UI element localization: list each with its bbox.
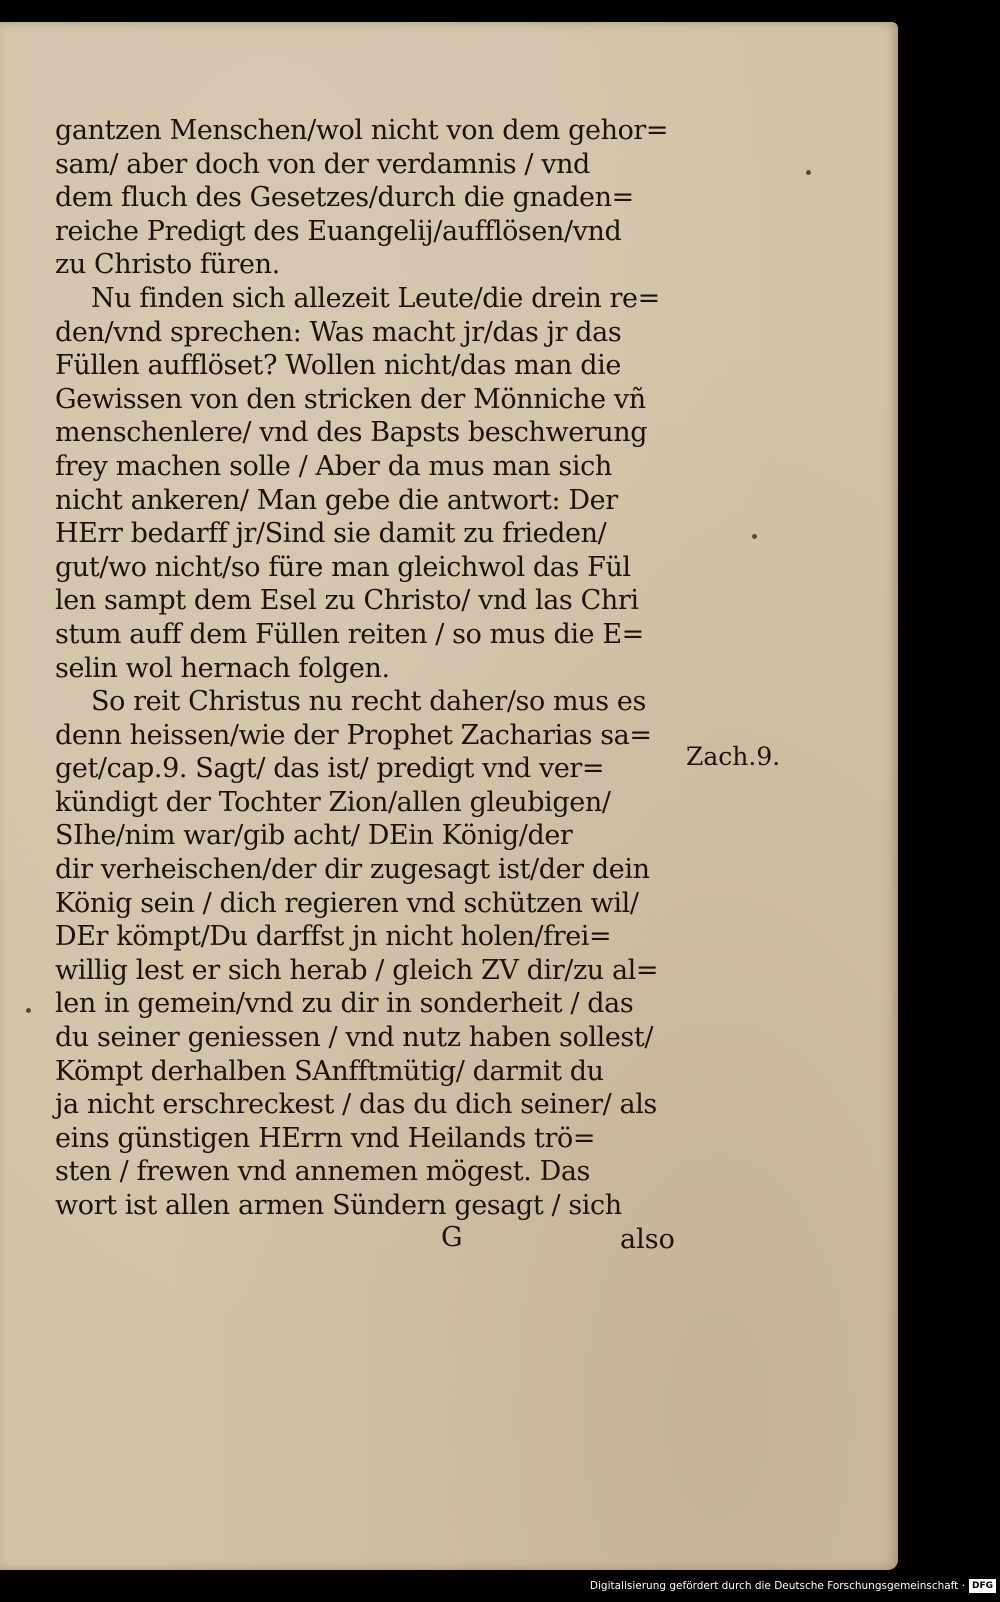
text-line: Kömpt derhalben SAnfftmütig/ darmit du xyxy=(55,1055,604,1087)
text-line: den/vnd sprechen: Was macht jr/das jr das xyxy=(55,316,622,348)
text-line: ja nicht erschreckest / das du dich seiner/ als xyxy=(55,1089,657,1121)
text-line: So reit Christus nu recht daher/so mus es xyxy=(91,686,646,718)
text-line: reiche Predigt des Euangelij/aufflösen/vnd xyxy=(55,215,622,247)
catchword: also xyxy=(620,1224,675,1255)
text-line: Füllen aufflöset? Wollen nicht/das man die xyxy=(55,350,621,382)
page-body-text xyxy=(55,114,695,1223)
signature-mark: G xyxy=(441,1222,463,1253)
dfg-logo: DFG xyxy=(969,1579,996,1593)
text-line: dir verheischen/der dir zugesagt ist/der dein xyxy=(55,854,650,886)
digitization-credit xyxy=(590,1574,996,1598)
text-line: nicht ankeren/ Man gebe die antwort: Der xyxy=(55,484,618,516)
text-line: Gewissen von den stricken der Mönniche vñ xyxy=(55,383,646,415)
text-line: König sein / dich regieren vnd schützen wil/ xyxy=(55,887,639,919)
text-line: willig lest er sich herab / gleich ZV dir/zu al= xyxy=(55,954,659,986)
margin-note: Zach.9. xyxy=(686,742,781,771)
text-line: zu Christo füren. xyxy=(55,249,280,281)
text-line: len sampt dem Esel zu Christo/ vnd las Chri xyxy=(55,585,639,617)
text-line: DEr kömpt/Du darffst jn nicht holen/frei= xyxy=(55,921,612,953)
text-line: stum auff dem Füllen reiten / so mus die E= xyxy=(55,618,644,650)
text-line: denn heissen/wie der Prophet Zacharias sa= xyxy=(55,719,652,751)
text-line: du seiner geniessen / vnd nutz haben sollest/ xyxy=(55,1022,654,1054)
text-line: HErr bedarff jr/Sind sie damit zu frieden/ xyxy=(55,518,607,550)
paper-speck xyxy=(26,1008,31,1013)
credit-text: Digitalisierung gefördert durch die Deutsche Forschungsgemeinschaft · xyxy=(589,1580,965,1592)
text-line: selin wol hernach folgen. xyxy=(55,652,390,684)
book-page xyxy=(0,22,898,1570)
text-line: Nu finden sich allezeit Leute/die drein re= xyxy=(91,282,660,314)
text-line: wort ist allen armen Sündern gesagt / sich xyxy=(55,1190,622,1221)
text-line: SIhe/nim war/gib acht/ DEin König/der xyxy=(55,820,573,852)
text-line: gantzen Menschen/wol nicht von dem gehor= xyxy=(55,115,669,146)
text-line: sten / frewen vnd annemen mögest. Das xyxy=(55,1156,590,1188)
text-line: gut/wo nicht/so füre man gleichwol das Fül xyxy=(55,551,631,583)
text-line: kündigt der Tochter Zion/allen gleubigen/ xyxy=(55,786,611,818)
paper-speck xyxy=(752,534,757,539)
text-line: frey machen solle / Aber da mus man sich xyxy=(55,450,612,482)
text-line: eins günstigen HErrn vnd Heilands trö= xyxy=(55,1122,596,1154)
paper-speck xyxy=(806,170,811,175)
text-line: len in gemein/vnd zu dir in sonderheit / das xyxy=(55,988,634,1020)
text-line: get/cap.9. Sagt/ das ist/ predigt vnd ver= xyxy=(55,753,605,785)
text-line: dem fluch des Gesetzes/durch die gnaden= xyxy=(55,182,634,214)
text-line: menschenlere/ vnd des Bapsts beschwerung xyxy=(55,417,648,449)
text-line: sam/ aber doch von der verdamnis / vnd xyxy=(55,148,590,180)
